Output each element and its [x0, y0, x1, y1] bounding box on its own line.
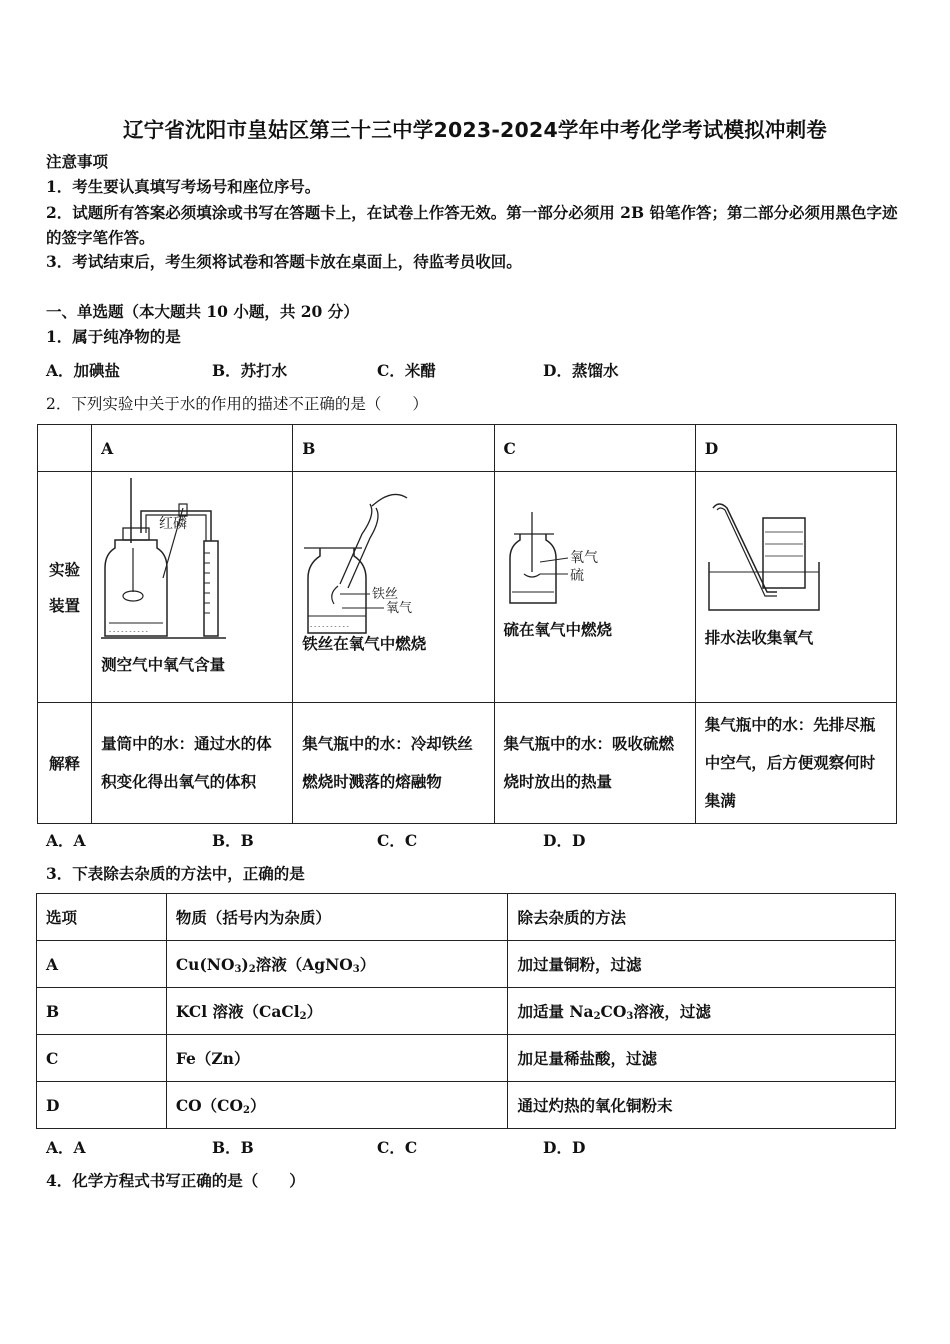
q2-device-b: [293, 472, 494, 703]
q1-stem: 1．属于纯净物的是: [46, 327, 181, 346]
table-row: [37, 1082, 896, 1129]
label-oxygen-b: 氧气: [386, 601, 413, 616]
q1-option-b[interactable]: B．苏打水: [212, 361, 288, 380]
q3-row-c-method: 加足量稀盐酸，过滤: [508, 1035, 896, 1082]
q3-header-option: 选项: [37, 894, 167, 941]
q2-explain-row: [38, 703, 897, 824]
q2-header-row: [38, 425, 897, 472]
q3-row-c-option: C: [37, 1035, 167, 1082]
q3-table: [36, 893, 896, 1129]
q2-header-d: D: [695, 425, 896, 472]
q2-explain-d: 集气瓶中的水：先排尽瓶中空气，后方便观察何时集满: [695, 703, 896, 824]
q2-table: [37, 424, 897, 824]
q2-stem: 2．下列实验中关于水的作用的描述不正确的是（ ）: [46, 395, 428, 413]
label-oxygen-c: 氧气: [569, 550, 598, 566]
q2-option-b[interactable]: B．B: [212, 831, 254, 850]
q3-row-c-substance: Fe（Zn）: [166, 1035, 508, 1082]
q3-option-d[interactable]: D．D: [543, 1138, 586, 1157]
q3-row-d-method: 通过灼热的氧化铜粉末: [508, 1082, 896, 1129]
q1-options: [46, 359, 906, 381]
q2-caption-d: 排水法收集氧气: [704, 628, 814, 647]
water-displacement-apparatus: [705, 502, 835, 614]
q1-option-d[interactable]: D．蒸馏水: [543, 361, 619, 380]
q3-row-b-method: 加适量 $Na_2CO_3$溶液，过滤: [508, 988, 896, 1035]
q2-explain-c: 集气瓶中的水：吸收硫燃烧时放出的热量: [494, 703, 695, 824]
page-title: 辽宁省沈阳市皇姑区第三十三中学2023-2024学年中考化学考试模拟冲刺卷: [122, 118, 828, 142]
q3-header-substance: 物质（括号内为杂质）: [166, 894, 508, 941]
q2-explain-label: 解释: [38, 703, 92, 824]
table-row: [37, 1035, 896, 1082]
oxygen-content-apparatus: [101, 478, 231, 643]
q3-option-a[interactable]: A．A: [46, 1138, 86, 1157]
q3-row-d-option: D: [37, 1082, 167, 1129]
q3-row-a-option: A: [37, 941, 167, 988]
q1-option-c[interactable]: C．米醋: [377, 361, 436, 380]
q2-header-blank: [38, 425, 92, 472]
table-row: [37, 941, 896, 988]
q2-device-a: [92, 472, 293, 703]
label-red-phosphorus: 红磷: [159, 516, 188, 532]
q2-caption-b: 铁丝在氧气中燃烧: [302, 634, 427, 653]
q2-device-label: 实验 装置: [38, 472, 92, 703]
table-row: [37, 988, 896, 1035]
q4-stem: 4．化学方程式书写正确的是（ ）: [46, 1171, 305, 1190]
sulfur-burning-apparatus: [504, 512, 634, 610]
q3-row-d-substance: $CO(CO_2)$: [166, 1082, 508, 1129]
q2-explain-a: 量筒中的水：通过水的体积变化得出氧气的体积: [92, 703, 293, 824]
q3-option-c[interactable]: C．C: [377, 1138, 418, 1157]
q3-options: [46, 1136, 906, 1158]
q3-row-a-substance: $Cu(NO_3)_2$溶液（AgNO$_3$）: [166, 941, 508, 988]
label-iron-wire: 铁丝: [372, 587, 399, 602]
section-heading: 一、单选题（本大题共 10 小题，共 20 分）: [46, 302, 359, 321]
q2-option-a[interactable]: A．A: [46, 831, 86, 850]
q2-option-c[interactable]: C．C: [377, 831, 418, 850]
q2-header-a: A: [92, 425, 293, 472]
q2-caption-c: 硫在氧气中燃烧: [503, 620, 613, 639]
q2-header-c: C: [494, 425, 695, 472]
svg-text:- - - - - - - - - -: - - - - - - - - - -: [310, 623, 350, 630]
q1-option-a[interactable]: A．加碘盐: [46, 361, 121, 380]
q3-header-method: 除去杂质的方法: [508, 894, 896, 941]
label-sulfur: 硫: [569, 568, 584, 584]
iron-wire-apparatus: [302, 486, 432, 636]
q2-device-c: [494, 472, 695, 703]
svg-text:- - - - - - - - - -: - - - - - - - - - -: [109, 628, 148, 635]
q3-row-b-option: B: [37, 988, 167, 1035]
q2-caption-a: 测空气中氧气含量: [101, 655, 226, 674]
q2-options: [46, 829, 906, 851]
q2-header-b: B: [293, 425, 494, 472]
q3-stem: 3．下表除去杂质的方法中，正确的是: [46, 864, 305, 883]
q2-device-d: [695, 472, 896, 703]
q3-header-row: [37, 894, 896, 941]
q3-row-a-method: 加过量铜粉，过滤: [508, 941, 896, 988]
notice-item-3: 3．考试结束后，考生须将试卷和答题卡放在桌面上，待监考员收回。: [46, 252, 522, 271]
q2-device-row: [38, 472, 897, 703]
q3-row-b-substance: KCl 溶液（CaCl$_2$）: [166, 988, 508, 1035]
notice-item-2: 2．试题所有答案必须填涂或书写在答题卡上，在试卷上作答无效。第一部分必须用 2B 铅笔作答；第二部分必须用黑色字迹的签字笔作答。: [46, 203, 898, 247]
notice-item-1: 1．考生要认真填写考场号和座位序号。: [46, 177, 321, 196]
q2-explain-b: 集气瓶中的水：冷却铁丝燃烧时溅落的熔融物: [293, 703, 494, 824]
notice-heading: 注意事项: [46, 152, 109, 171]
q2-option-d[interactable]: D．D: [543, 831, 586, 850]
q3-option-b[interactable]: B．B: [212, 1138, 254, 1157]
